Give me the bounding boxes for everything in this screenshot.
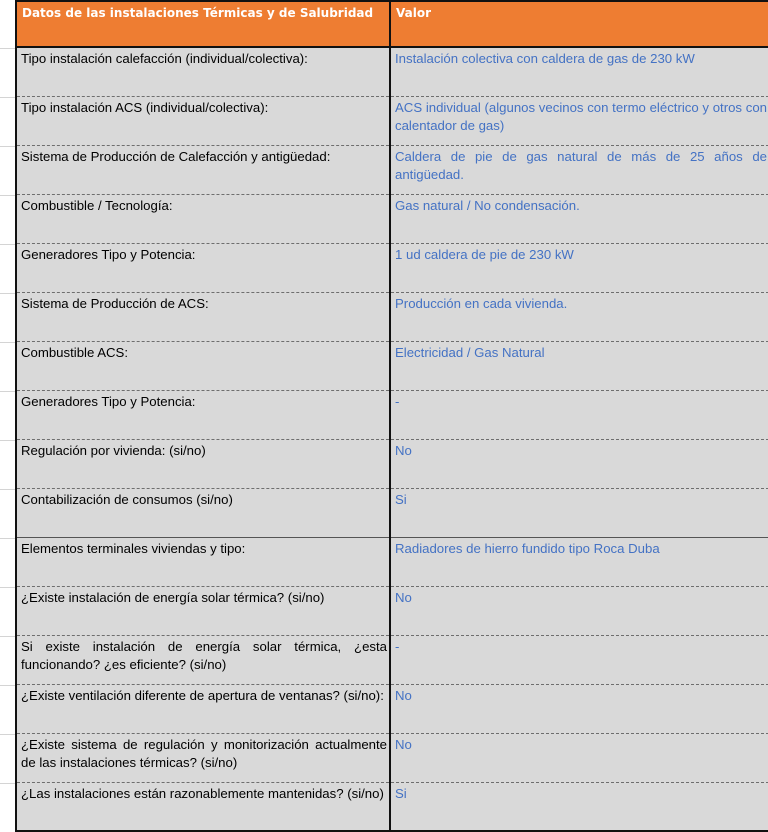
- value-cell[interactable]: No: [390, 439, 768, 488]
- table-row: [16, 733, 768, 782]
- table-row: [16, 684, 768, 733]
- value-cell[interactable]: No: [390, 586, 768, 635]
- label-cell[interactable]: Contabilización de consumos (si/no): [16, 488, 390, 537]
- label-cell[interactable]: Tipo instalación ACS (individual/colectiva):: [16, 96, 390, 145]
- label-cell[interactable]: Combustible ACS:: [16, 341, 390, 390]
- label-cell[interactable]: ¿Existe sistema de regulación y monitorización actualmente de las instalaciones térmicas? (si/no): [16, 733, 390, 782]
- table-row: [16, 488, 768, 537]
- table-row: [16, 341, 768, 390]
- table-row: [16, 635, 768, 684]
- header-row: [16, 1, 768, 47]
- value-cell[interactable]: Caldera de pie de gas natural de más de 25 años de antigüedad.: [390, 145, 768, 194]
- value-cell[interactable]: No: [390, 733, 768, 782]
- label-cell[interactable]: Sistema de Producción de ACS:: [16, 292, 390, 341]
- label-cell[interactable]: Generadores Tipo y Potencia:: [16, 390, 390, 439]
- value-cell[interactable]: No: [390, 684, 768, 733]
- table-row: [16, 782, 768, 831]
- label-cell[interactable]: ¿Las instalaciones están razonablemente mantenidas? (si/no): [16, 782, 390, 831]
- header-label-cell[interactable]: Datos de las instalaciones Térmicas y de Salubridad: [16, 1, 390, 47]
- label-cell[interactable]: Elementos terminales viviendas y tipo:: [16, 537, 390, 586]
- row-gutter: [0, 0, 15, 831]
- header-value-cell[interactable]: Valor: [390, 1, 768, 47]
- label-cell[interactable]: Generadores Tipo y Potencia:: [16, 243, 390, 292]
- value-cell[interactable]: 1 ud caldera de pie de 230 kW: [390, 243, 768, 292]
- table-row: [16, 96, 768, 145]
- table-row: [16, 145, 768, 194]
- table-row: [16, 243, 768, 292]
- label-cell[interactable]: Si existe instalación de energía solar térmica, ¿esta funcionando? ¿es eficiente? (si/no): [16, 635, 390, 684]
- value-cell[interactable]: ACS individual (algunos vecinos con termo eléctrico y otros con calentador de gas): [390, 96, 768, 145]
- value-cell[interactable]: -: [390, 390, 768, 439]
- table-row: [16, 292, 768, 341]
- label-cell[interactable]: Tipo instalación calefacción (individual/colectiva):: [16, 47, 390, 96]
- value-cell[interactable]: Electricidad / Gas Natural: [390, 341, 768, 390]
- value-cell[interactable]: Gas natural / No condensación.: [390, 194, 768, 243]
- thermal-installations-table: [15, 0, 768, 832]
- value-cell[interactable]: Si: [390, 488, 768, 537]
- label-cell[interactable]: Combustible / Tecnología:: [16, 194, 390, 243]
- table-row: [16, 537, 768, 586]
- label-cell[interactable]: Regulación por vivienda: (si/no): [16, 439, 390, 488]
- label-cell[interactable]: ¿Existe instalación de energía solar térmica? (si/no): [16, 586, 390, 635]
- value-cell[interactable]: -: [390, 635, 768, 684]
- label-cell[interactable]: Sistema de Producción de Calefacción y antigüedad:: [16, 145, 390, 194]
- table-row: [16, 47, 768, 96]
- label-cell[interactable]: ¿Existe ventilación diferente de apertura de ventanas? (si/no):: [16, 684, 390, 733]
- value-cell[interactable]: Si: [390, 782, 768, 831]
- table-row: [16, 194, 768, 243]
- table-row: [16, 586, 768, 635]
- table-row: [16, 390, 768, 439]
- value-cell[interactable]: Producción en cada vivienda.: [390, 292, 768, 341]
- value-cell[interactable]: Instalación colectiva con caldera de gas de 230 kW: [390, 47, 768, 96]
- table-row: [16, 439, 768, 488]
- value-cell[interactable]: Radiadores de hierro fundido tipo Roca Duba: [390, 537, 768, 586]
